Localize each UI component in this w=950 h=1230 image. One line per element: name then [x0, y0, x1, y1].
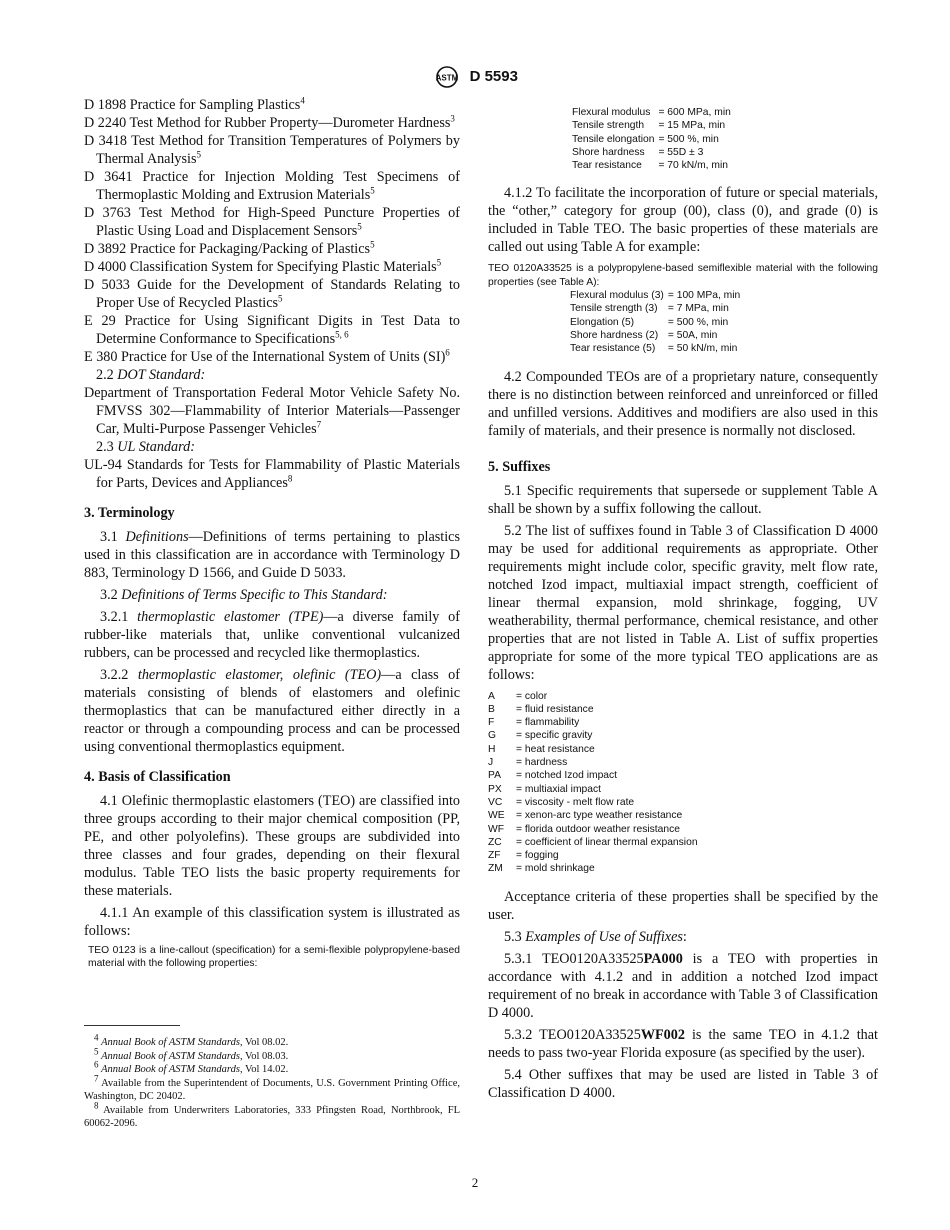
para-5-1: 5.1 Specific requirements that supersede or supplement Table A shall be shown by a suffix following the callout.: [488, 482, 878, 517]
suffix-code: VC: [488, 796, 503, 808]
suffix-row: [488, 862, 878, 875]
footnote-ref: 5: [196, 149, 201, 160]
suffix-description: = xenon-arc type weather resistance: [516, 810, 683, 822]
right-column: [488, 96, 878, 1106]
suffix-code: ZF: [488, 850, 501, 862]
suffix-description: = coefficient of linear thermal expansion: [516, 836, 698, 848]
suffix-code: PA: [488, 770, 501, 782]
reference-item: [84, 204, 460, 240]
footnote-ref: 5: [370, 239, 375, 250]
reference-item: [84, 312, 460, 348]
suffix-code: ZC: [488, 836, 502, 848]
footnote: [84, 1100, 461, 1131]
suffix-description: = hardness: [516, 757, 568, 769]
footnotes: [84, 1032, 461, 1131]
reference-ul: [84, 456, 460, 492]
suffix-code: F: [488, 717, 495, 729]
property-value: = 55D ± 3: [658, 146, 704, 158]
property-row: [572, 146, 735, 159]
suffix-row: [488, 836, 878, 849]
property-row: [570, 316, 744, 329]
para-5-3-1: 5.3.1 TEO0120A33525PA000 is a TEO with properties in accordance with 4.1.2 and in addition a notched Izod impact requirement of no break in accordance with Table 3 of Classification D 4000.: [488, 950, 878, 1021]
property-row: [572, 106, 735, 119]
suffix-row: [488, 743, 878, 756]
footnote-ref: 8: [287, 473, 293, 484]
para-3-2: 3.2 Definitions of Terms Specific to This Standard:: [100, 587, 388, 603]
property-name: Tensile elongation: [572, 133, 655, 145]
property-value: = 100 MPa, min: [667, 290, 741, 302]
property-name: Flexural modulus: [572, 107, 651, 118]
reference-text: D 2240 Test Method for Rubber Property—Durometer Hardness: [84, 115, 451, 131]
para-5-3-2: 5.3.2 TEO0120A33525WF002 is the same TEO in 4.1.2 that needs to pass two-year Florida exposure (as specified by the user).: [488, 1026, 879, 1061]
para-3-2-2: 3.2.2 thermoplastic elastomer, olefinic (TEO)—a class of materials consisting of blends of elastomers and olefinic thermoplastics that can be manufactured either directly in a reactor or through a compounding process and can be processed using conventional thermoplastics equipment.: [84, 667, 460, 755]
reference-text: D 3892 Practice for Packaging/Packing of Plastics: [84, 241, 371, 257]
reference-item: [84, 240, 460, 258]
property-row: [570, 302, 744, 315]
footnote-number: 5: [94, 1046, 99, 1056]
reference-text: Department of Transportation Federal Motor Vehicle Safety No. FMVSS 302—Flammability of Interior Materials—Passenger Car, Multi-Purpose Passenger Vehicles: [84, 385, 460, 437]
reference-text: E 380 Practice for Use of the International System of Units (SI): [84, 349, 446, 365]
property-name: Tensile strength (3): [570, 303, 658, 315]
suffix-code: G: [488, 730, 497, 742]
property-row: [572, 119, 735, 132]
suffix-description: = flammability: [516, 717, 580, 729]
footnote-number: 7: [94, 1073, 99, 1083]
para-5-2: 5.2 The list of suffixes found in Table 3 of Classification D 4000 may be used for additional requirements as appropriate. Other requirements might include color, specific gravity, melt flow rate, notched Izod impact, multiaxial impact strength, coefficient of linear thermal expansion, mold shrinkage, fogging, UV weatherability, thermal performance, chemical resistance, and other properties that are not listed in Table A. List of suffix properties appropriate for some of the more typical TEO applications are as follows:: [488, 522, 878, 683]
suffix-row: [488, 769, 878, 782]
property-value: = 600 MPa, min: [658, 107, 731, 118]
reference-text: D 3641 Practice for Injection Molding Test Specimens of Thermoplastic Molding and Extrusion Materials: [84, 169, 460, 203]
footnote-ref: 5: [357, 221, 362, 232]
footnote-ref: 5, 6: [335, 329, 349, 340]
suffix-description: = fluid resistance: [516, 703, 594, 715]
property-name: Tensile strength: [572, 120, 645, 132]
suffix-list: [488, 690, 878, 876]
suffix-code: ZM: [488, 863, 503, 875]
property-value: = 50 kN/m, min: [667, 343, 738, 355]
property-table-1: [572, 106, 735, 172]
suffix-code: J: [488, 757, 494, 769]
section-2-2: [84, 366, 460, 384]
para-4-2: 4.2 Compounded TEOs are of a proprietary nature, consequently there is no distinction between reinforced and unreinforced or filled and unfilled versions. Additives and modifiers are also used in this family of materials, and their presence is normally not disclosed.: [488, 368, 878, 439]
section-number: 2.3: [96, 439, 114, 455]
suffix-description: = heat resistance: [516, 743, 595, 755]
suffix-description: = mold shrinkage: [516, 863, 595, 875]
property-row: [572, 133, 735, 146]
astm-logo-icon: [432, 66, 462, 88]
suffix-description: = multiaxial impact: [516, 783, 601, 795]
reference-item: [84, 258, 460, 276]
section-number: 2.2: [96, 367, 114, 383]
section-2-3: [84, 438, 460, 456]
footnote-divider: [84, 1025, 180, 1026]
suffix-code: PX: [488, 783, 502, 795]
suffix-row: [488, 809, 878, 822]
section-title: DOT Standard:: [117, 367, 206, 383]
footnote-ref: 7: [316, 419, 322, 430]
property-name: Shore hardness (2): [570, 329, 659, 341]
heading-suffixes: 5. Suffixes: [488, 458, 551, 475]
footnote-number: 6: [94, 1059, 99, 1070]
property-value: = 7 MPa, min: [667, 303, 729, 315]
property-row: [570, 289, 744, 302]
footnote-text: , Vol 08.03.: [239, 1050, 289, 1062]
footnote-source: Annual Book of ASTM Standards: [101, 1064, 240, 1075]
property-value: = 70 kN/m, min: [658, 160, 728, 172]
page-number: 2: [471, 1175, 479, 1190]
reference-text: D 5033 Guide for the Development of Standards Relating to Proper Use of Recycled Plastics: [84, 277, 460, 311]
property-value: = 500 %, min: [658, 133, 719, 145]
footnote-number: 4: [94, 1032, 99, 1043]
reference-text: UL-94 Standards for Tests for Flammability of Plastic Materials for Parts, Devices and Appliances: [84, 457, 460, 491]
footnote-ref: 5: [278, 293, 283, 304]
page-header: [0, 66, 950, 88]
suffix-description: = specific gravity: [516, 730, 593, 742]
property-value: = 50A, min: [667, 329, 718, 341]
reference-item: [84, 276, 460, 312]
property-name: Tear resistance (5): [570, 343, 656, 355]
property-value: = 500 %, min: [667, 316, 729, 328]
reference-dot: [84, 384, 460, 438]
property-row: [570, 329, 744, 342]
footnote-ref: 3: [450, 113, 455, 124]
reference-text: E 29 Practice for Using Significant Digits in Test Data to Determine Conformance to Specifications: [84, 313, 460, 347]
reference-item: [84, 348, 460, 366]
suffix-row: [488, 756, 878, 769]
property-name: Shore hardness: [572, 146, 645, 158]
property-name: Tear resistance: [572, 160, 642, 172]
para-3-2-1: 3.2.1 thermoplastic elastomer (TPE)—a diverse family of rubber-like materials that, unlike conventional vulcanized rubbers, can be processed and recycled like thermoplastics.: [84, 609, 460, 661]
suffix-description: = florida outdoor weather resistance: [516, 823, 680, 835]
footnote: [84, 1046, 460, 1064]
footnote-source: Annual Book of ASTM Standards: [101, 1050, 240, 1062]
svg-text:ASTM: ASTM: [435, 73, 459, 83]
footnote-text: Available from Underwriters Laboratories, 333 Pfingsten Road, Northbrook, FL 60062-2096.: [84, 1104, 461, 1129]
reference-list: [84, 96, 460, 366]
left-column: [84, 96, 460, 971]
suffix-description: = color: [516, 690, 548, 702]
para-5-3: 5.3 Examples of Use of Suffixes:: [504, 928, 687, 945]
footnote-number: 8: [94, 1100, 99, 1110]
suffix-code: WE: [488, 810, 505, 822]
property-row: [570, 342, 744, 355]
footnote-text: , Vol 14.02.: [239, 1064, 289, 1075]
example-callout-1: TEO 0123 is a line-callout (specification) for a semi-flexible polypropylene-based material with the following properties:: [88, 945, 460, 970]
section-title: UL Standard:: [117, 439, 195, 455]
suffix-code: A: [488, 690, 495, 702]
footnote: [84, 1073, 460, 1104]
property-value: = 15 MPa, min: [658, 120, 726, 132]
property-name: Flexural modulus (3): [570, 290, 664, 302]
reference-text: D 1898 Practice for Sampling Plastics: [84, 97, 301, 113]
suffix-row: [488, 690, 878, 703]
suffix-row: [488, 729, 878, 742]
reference-item: [84, 114, 460, 132]
suffix-code: B: [488, 703, 495, 715]
para-4-1: 4.1 Olefinic thermoplastic elastomers (TEO) are classified into three groups according to their major chemical composition (PP, PE, and other polyolefins). These groups are subdivided into three classes and four grades, depending on their flexural modulus. Table TEO lists the basic property requirements for these materials.: [84, 793, 460, 899]
heading-basis-of-classification: 4. Basis of Classification: [84, 769, 231, 785]
suffix-code: WF: [488, 823, 505, 835]
suffix-code: H: [488, 743, 496, 755]
property-name: Elongation (5): [570, 316, 635, 328]
suffix-row: [488, 823, 878, 836]
footnote-ref: 4: [300, 95, 305, 106]
para-4-1-1: 4.1.1 An example of this classification system is illustrated as follows:: [84, 905, 460, 939]
property-table-2: [570, 289, 744, 355]
suffix-description: = viscosity - melt flow rate: [516, 796, 635, 808]
reference-item: [84, 132, 460, 168]
para-5-4: 5.4 Other suffixes that may be used are listed in Table 3 of Classification D 4000.: [488, 1066, 878, 1101]
suffix-row: [488, 703, 878, 716]
suffix-row: [488, 849, 878, 862]
para-3-1: 3.1 Definitions—Definitions of terms pertaining to plastics used in this classification are in accordance with Terminology D 883, Terminology D 1566, and Guide D 5033.: [84, 529, 460, 581]
reference-item: [84, 168, 460, 204]
suffix-description: = notched Izod impact: [516, 770, 618, 782]
suffix-row: [488, 716, 878, 729]
reference-text: D 4000 Classification System for Specifying Plastic Materials: [84, 259, 437, 275]
para-4-1-2: 4.1.2 To facilitate the incorporation of future or special materials, the “other,” category for group (00), class (0), and grade (0) is included in Table TEO. The basic properties of these materials are called out using Table A for example:: [488, 185, 878, 256]
heading-terminology: 3. Terminology: [84, 505, 175, 521]
document-number: D 5593: [469, 68, 518, 85]
footnote-source: Annual Book of ASTM Standards: [101, 1037, 240, 1048]
footnote-ref: 5: [370, 185, 375, 196]
suffix-row: [488, 796, 878, 809]
footnote-text: Available from the Superintendent of Documents, U.S. Government Printing Office, Washington, DC 20402.: [84, 1077, 460, 1102]
property-row: [572, 159, 735, 172]
footnote-text: , Vol 08.02.: [239, 1037, 289, 1048]
suffix-row: [488, 783, 878, 796]
reference-text: D 3418 Test Method for Transition Temperatures of Polymers by Thermal Analysis: [84, 133, 460, 167]
suffix-description: = fogging: [516, 850, 559, 862]
footnote-ref: 5: [436, 257, 442, 268]
reference-text: D 3763 Test Method for High-Speed Puncture Properties of Plastic Using Load and Displacement Sensors: [84, 205, 460, 239]
footnote: [84, 1032, 460, 1050]
footnote-ref: 6: [445, 347, 450, 358]
footnote: [84, 1059, 460, 1077]
example-callout-2: TEO 0120A33525 is a polypropylene-based semiflexible material with the following properties (see Table A):: [488, 263, 878, 288]
para-acceptance: Acceptance criteria of these properties shall be specified by the user.: [488, 888, 878, 923]
reference-item: [84, 96, 460, 114]
